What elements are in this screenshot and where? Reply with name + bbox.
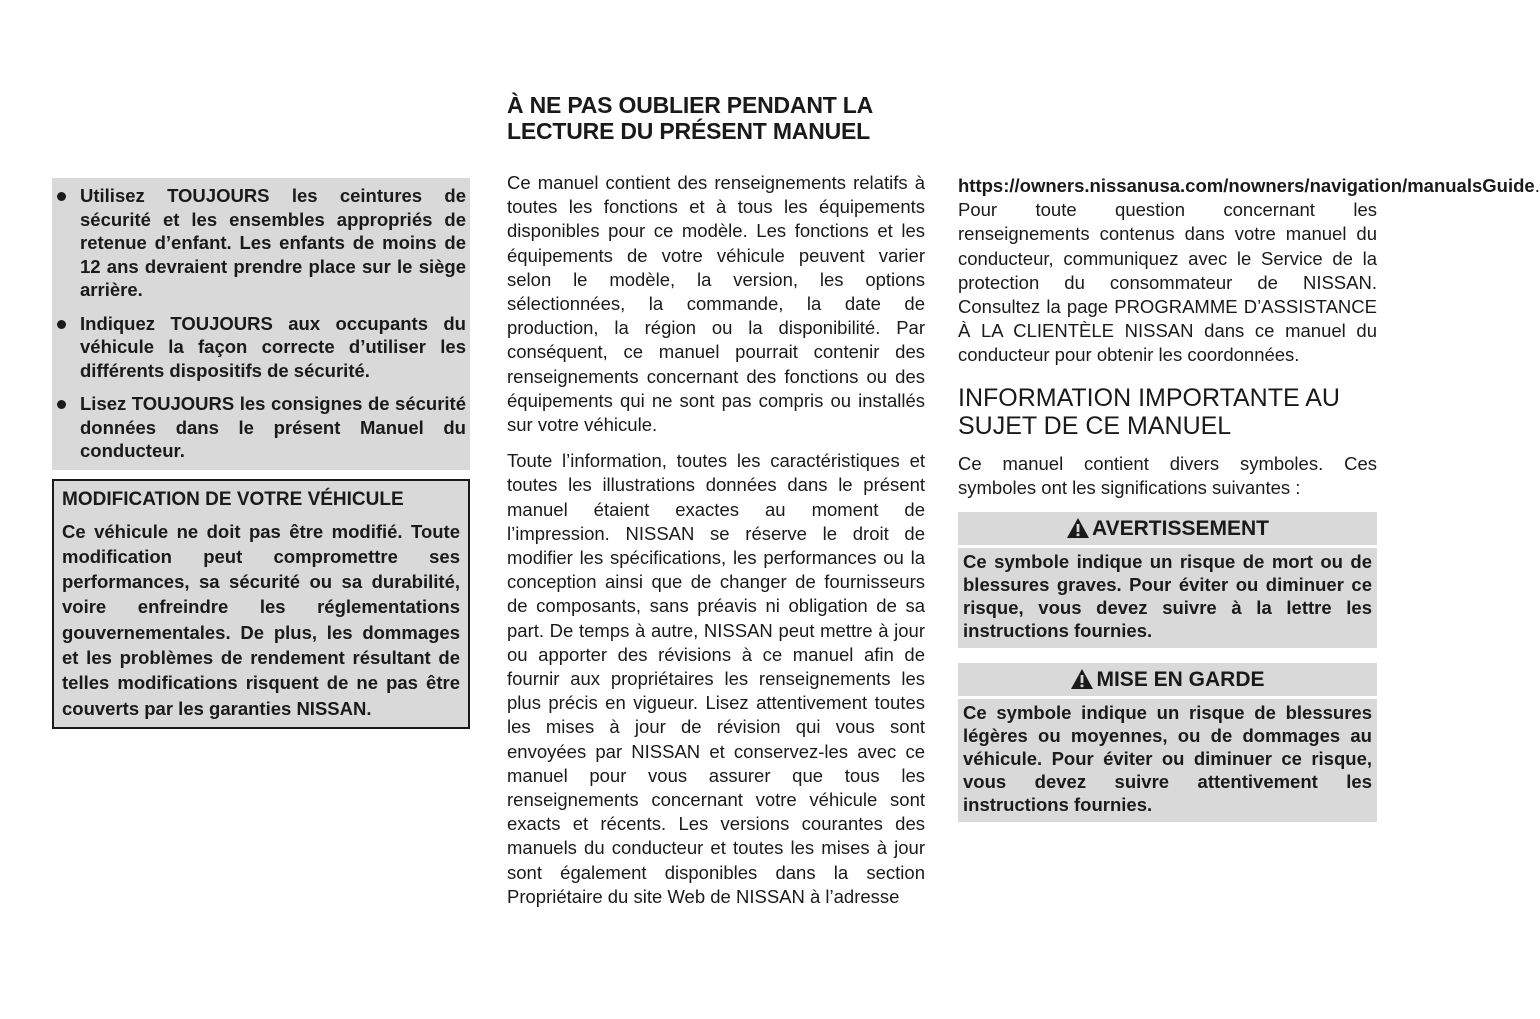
- left-column: [52, 178, 470, 729]
- body-paragraph: Ce manuel contient des renseignements relatifs à toutes les fonctions et à tous les équipements disponibles pour ce modèle. Les fonctions et les équipements de votre véhicule peuvent varier selon le modèle, la version, les options sélectionnées, la commande, la date de production, la région ou la disponibilité. Par conséquent, ce manuel pourrait contenir des renseignements concernant des fonctions ou des équipements qui ne sont pas compris ou installés sur votre véhicule.: [507, 172, 925, 436]
- safety-bullet-item: [56, 392, 466, 463]
- modification-box: [52, 479, 470, 729]
- middle-column: [507, 92, 925, 921]
- section-heading: À NE PAS OUBLIER PENDANT LA LECTURE DU PRÉSENT MANUEL: [507, 92, 873, 144]
- symbols-intro: Ce manuel contient divers symboles. Ces symboles ont les significations suivantes :: [958, 452, 1377, 498]
- info-heading: INFORMATION IMPORTANTE AU SUJET DE CE MANUEL: [958, 383, 1340, 440]
- body-paragraph: Toute l’information, toutes les caractéristiques et toutes les illustrations données dans le présent manuel étaient exactes au moment de l’impression. NISSAN se réserve le droit de modifier les spécifications, les performances ou la conception ainsi que de changer de fournisseurs de composants, sans préavis ni obligation de sa part. De temps à autre, NISSAN peut mettre à jour ou apporter des révisions à ce manuel afin de fournir aux propriétaires les renseignements les plus précis en vigueur. Lisez attentivement toutes les mises à jour de révision qui vous sont envoyées par NISSAN et conservez-les avec ce manuel pour vous assurer que tous les renseignements concernant votre véhicule sont exacts et récents. Les versions courantes des manuels du conducteur et toutes les mises à jour sont également disponibles dans la section Propriétaire du site Web de NISSAN à l’adresse: [507, 450, 925, 907]
- safety-bullet-text: Indiquez TOUJOURS aux occupants du véhicule la façon correcte d’utiliser les différents dispositifs de sécurité.: [80, 312, 466, 381]
- caution-box: [958, 663, 1377, 822]
- modification-text: Ce véhicule ne doit pas être modifié. Toute modification peut compromettre ses performances, sa sécurité ou sa durabilité, voire enfreindre les réglementations gouvernementales. De plus, les dommages et les problèmes de rendement résultant de telles modifications risquent de ne pas être couverts par les garanties NISSAN.: [62, 520, 460, 719]
- contact-paragraph: [958, 174, 1540, 368]
- safety-bullet-item: [56, 312, 466, 383]
- bullet-dot-icon: [57, 320, 66, 329]
- warning-triangle-icon: [1070, 668, 1094, 690]
- owners-url-link[interactable]: https://owners.nissanusa.com/nowners/navigation/manualsGuide: [958, 175, 1535, 196]
- bullet-dot-icon: [57, 400, 66, 409]
- caution-header: [958, 663, 1377, 696]
- warning-triangle-icon: [1066, 517, 1090, 539]
- contact-text: . Pour toute question concernant les renseignements contenus dans votre manuel du conducteur, communiquez avec le Service de la protection du consommateur de NISSAN. Consultez la page PROGRAMME D’ASSISTANCE À LA CLIENTÈLE NISSAN dans ce manuel du conducteur pour obtenir les coordonnées.: [958, 175, 1540, 366]
- safety-bullet-box: [52, 178, 470, 470]
- caution-label: MISE EN GARDE: [1096, 668, 1265, 692]
- right-column: [958, 174, 1540, 822]
- warning-header: [958, 512, 1377, 545]
- warning-box: [958, 512, 1377, 648]
- safety-bullet-text: Utilisez TOUJOURS les ceintures de sécurité et les ensembles appropriés de retenue d’enfant. Les enfants de moins de 12 ans devraient prendre place sur le siège arrière.: [80, 185, 466, 300]
- bullet-dot-icon: [57, 192, 66, 201]
- modification-title: MODIFICATION DE VOTRE VÉHICULE: [62, 488, 404, 510]
- safety-bullet-item: [56, 184, 466, 302]
- safety-bullet-list: [56, 184, 466, 463]
- warning-label: AVERTISSEMENT: [1092, 517, 1269, 541]
- caution-text: Ce symbole indique un risque de blessures légères ou moyennes, ou de dommages au véhicule. Pour éviter ou diminuer ce risque, vous devez suivre attentivement les instructions fournies.: [958, 699, 1377, 822]
- safety-bullet-text: Lisez TOUJOURS les consignes de sécurité données dans le présent Manuel du conducteur.: [80, 393, 466, 461]
- warning-text: Ce symbole indique un risque de mort ou de blessures graves. Pour éviter ou diminuer ce risque, vous devez suivre à la lettre les instructions fournies.: [958, 548, 1377, 648]
